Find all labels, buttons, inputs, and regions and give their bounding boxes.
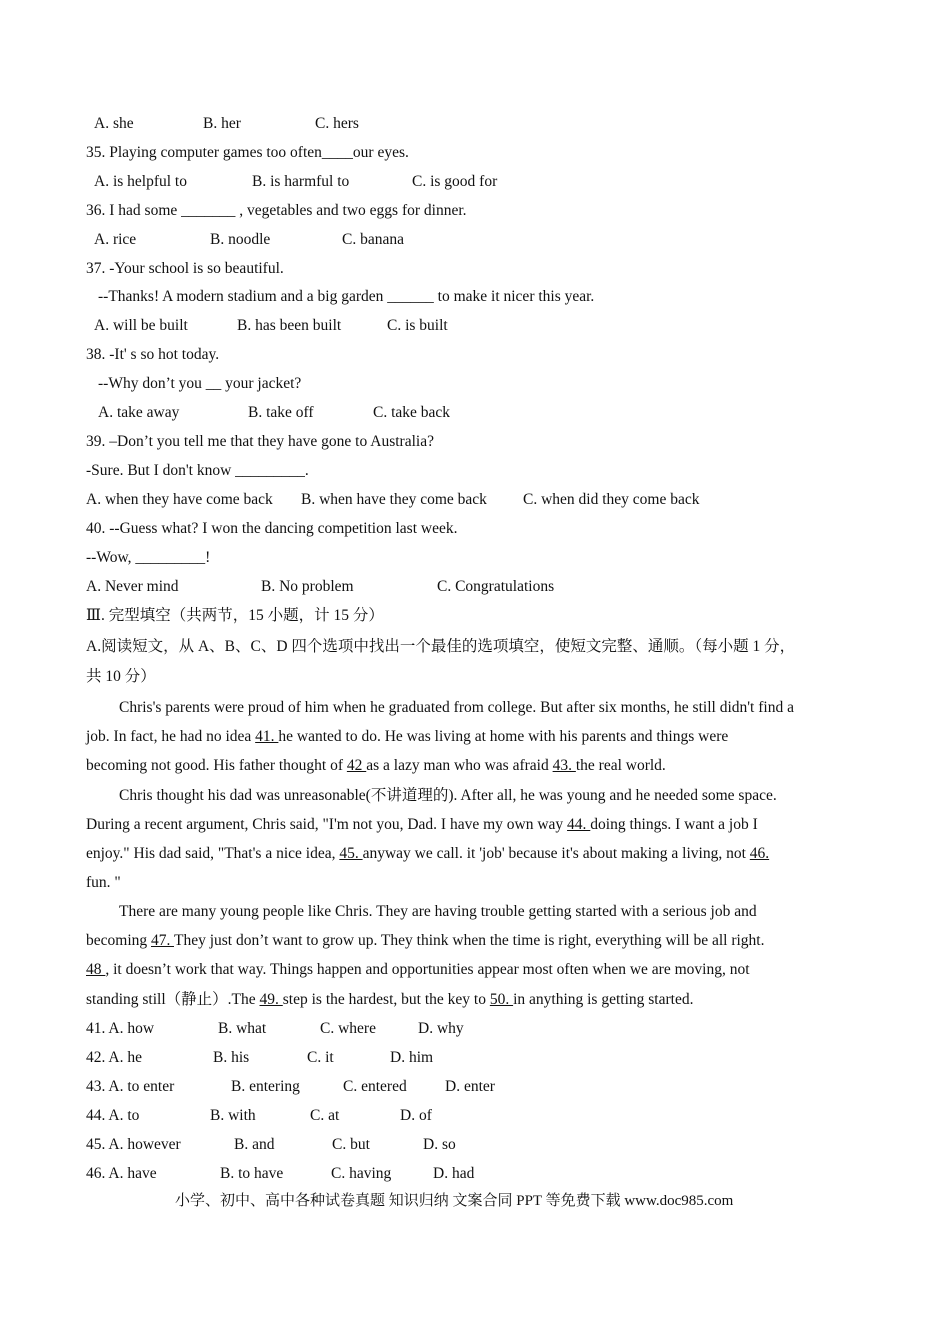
option-d: D. of [400,1107,432,1124]
text: as a lazy man who was afraid [366,757,553,774]
q40-option-a: A. Never mind [86,578,179,595]
option-d: D. him [390,1049,434,1066]
q34-option-a: A. she [94,115,134,132]
q35-blank: ____ [321,144,353,161]
text: They just don’t want to grow up. They think when the time is right, everything will be all right. [173,932,765,949]
page-footer: 小学、初中、高中各种试卷真题 知识归纳 文案合同 PPT 等免费下载 www.doc985.com [175,1193,734,1209]
q37-option-b: B. has been built [237,317,342,334]
q35-option-b: B. is harmful to [252,173,350,190]
passage-p2-line4: fun. " [86,874,121,891]
passage-p2-line3 [86,844,769,864]
q38-option-a: A. take away [98,404,180,421]
section-instruction-line2: 共 10 分） [86,668,156,685]
section-title: Ⅲ. 完型填空（共两节，15 小题，计 15 分） [86,607,384,624]
text: During a recent argument, Chris said, "I'm not you, Dad. I have my own way [86,816,568,833]
q34-option-b: B. her [203,115,241,132]
option-a: 46. A. have [86,1165,157,1182]
text: the real world. [575,757,666,774]
option-b: B. his [213,1049,250,1066]
blank-43: 43. [552,757,576,774]
q39-line1: 39. –Don’t you tell me that they have gone to Australia? [86,433,434,450]
q40-line2: --Wow, _________! [86,549,211,566]
passage-p3-line2 [86,931,764,951]
option-a: 44. A. to [86,1107,140,1124]
text: becoming not good. His father thought of [86,757,347,774]
q34-option-c: C. hers [315,115,359,132]
option-a: 41. A. how [86,1020,155,1037]
text: job. In fact, he had no idea [86,728,256,745]
passage-p2-line2 [86,815,758,835]
blank-44: 44. [567,816,591,833]
blank-47: 47. [151,932,174,949]
text: standing still（静止）.The [86,991,260,1008]
option-a: 43. A. to enter [86,1078,175,1095]
q38-line2: --Why don’t you __ your jacket? [98,375,302,392]
q39-option-b: B. when have they come back [301,491,487,508]
q36-option-a: A. rice [94,231,137,248]
q37-option-c: C. is built [387,317,448,334]
passage-p2-line1: Chris thought his dad was unreasonable(不讲道理的). After all, he was young and he needed some space. [119,787,777,804]
q36-stem: 36. I had some _______ , vegetables and two eggs for dinner. [86,202,467,219]
text: step is the hardest, but the key to [282,991,490,1008]
passage-p3-line1: There are many young people like Chris. They are having trouble getting started with a serious job and [119,903,757,920]
blank-50: 50. [489,991,514,1008]
option-b: B. to have [220,1165,284,1182]
q35-stem-pre: 35. Playing computer games too often [86,144,322,161]
option-c: C. having [331,1165,392,1182]
option-d: D. had [433,1165,475,1182]
blank-41: 41. [255,728,279,745]
option-a: 42. A. he [86,1049,142,1066]
passage-p3-line4 [86,990,693,1010]
text: enjoy." His dad said, "That's a nice idea, [86,845,340,862]
passage-p1-line2 [86,727,728,747]
option-d: D. enter [445,1078,495,1095]
text: anyway we call. it 'job' because it's about making a living, not [362,845,750,862]
option-d: D. why [418,1020,464,1037]
option-b: B. with [210,1107,256,1124]
q39-option-a: A. when they have come back [86,491,273,508]
q38-option-b: B. take off [248,404,314,421]
q38-line1: 38. -It' s so hot today. [86,346,220,363]
q35-option-c: C. is good for [412,173,498,190]
q36-option-c: C. banana [342,231,404,248]
blank-42: 42 [346,757,367,774]
text: he wanted to do. He was living at home with his parents and things were [278,728,729,745]
q39-line2: -Sure. But I don't know _________. [86,462,309,479]
q37-line1: 37. -Your school is so beautiful. [86,260,284,277]
q39-option-c: C. when did they come back [523,491,700,508]
q40-option-c: C. Congratulations [437,578,555,595]
section-instruction-line1: A.阅读短文，从 A、B、C、D 四个选项中找出一个最佳的选项填空，使短文完整、通顺。（每小题 1 分， [86,638,796,655]
blank-45: 45. [339,845,363,862]
q37-line2: --Thanks! A modern stadium and a big garden ______ to make it nicer this year. [98,288,595,305]
blank-49: 49. [259,991,283,1008]
text: doing things. I want a job I [590,816,758,833]
q37-option-a: A. will be built [94,317,188,334]
passage-p1-line1: Chris's parents were proud of him when he graduated from college. But after six months, he still didn't find a [119,699,794,716]
q35-stem-post: our eyes. [352,144,409,161]
q40-option-b: B. No problem [261,578,354,595]
option-b: B. what [218,1020,267,1037]
q35-stem [86,143,409,163]
option-a: 45. A. however [86,1136,181,1153]
option-d: D. so [423,1136,456,1153]
text: becoming [86,932,151,949]
option-c: C. where [320,1020,376,1037]
option-c: C. it [307,1049,334,1066]
option-c: C. entered [343,1078,407,1095]
passage-p1-line3 [86,756,666,776]
q36-option-b: B. noodle [210,231,271,248]
blank-46: 46. [749,845,770,862]
q35-option-a: A. is helpful to [94,173,187,190]
text: in anything is getting started. [513,991,694,1008]
option-b: B. entering [231,1078,300,1095]
option-c: C. but [332,1136,370,1153]
q40-line1: 40. --Guess what? I won the dancing competition last week. [86,520,458,537]
blank-48: 48 [86,961,106,978]
text: , it doesn’t work that way. Things happen and opportunities appear most often when we are moving, not [105,961,750,978]
passage-p3-line3 [86,960,750,980]
q38-option-c: C. take back [373,404,451,421]
option-b: B. and [234,1136,275,1153]
option-c: C. at [310,1107,340,1124]
